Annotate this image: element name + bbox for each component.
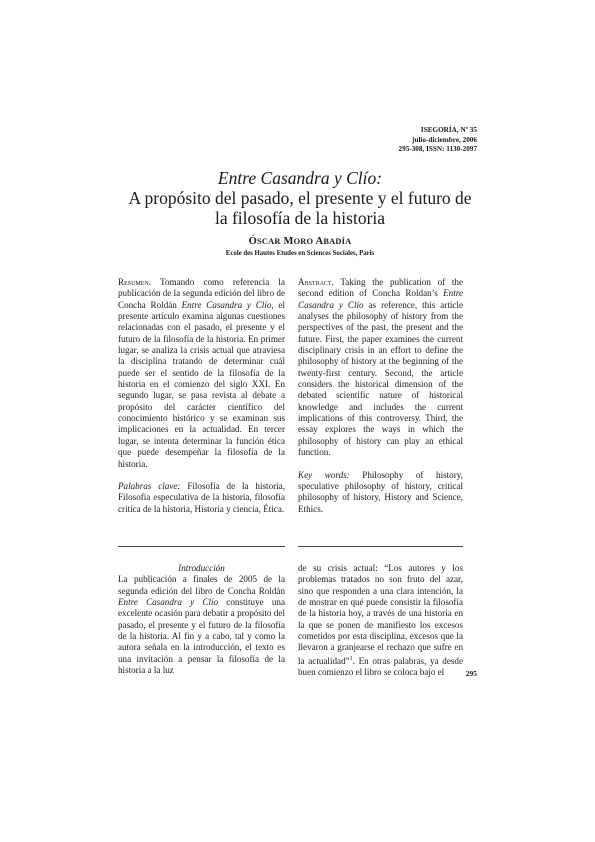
book-title: Entre Casandra y Clío [118, 597, 219, 608]
resumen-text: , el presente artículo examina algunas cuestiones relacionadas con el pasado, el presente y el futuro de la filosofía de la historia. En primer lugar, se analiza la crisis actual que atraviesa la disciplina tratando de determinar cuál puede ser el sentido de la filosofía de la historia en el comienzo del siglo XXI. En segundo lugar, se pasa revista al debate a propósito del carácter científico del conocimiento histórico y se examinan sus implicaciones en la actualidad. En tercer lugar, se intenta determinar la función ética que puede desempeñar la filosofía de la historia. [118, 299, 285, 469]
continuation-paragraph [298, 563, 463, 678]
intro-paragraph [118, 574, 285, 676]
body-column-right [298, 563, 463, 678]
palabras-clave-label: Palabras clave: [118, 480, 181, 491]
page-number: 295 [465, 669, 477, 678]
body-column-left [118, 563, 285, 676]
abstract-text: as reference, this article analyses the philosophy of history from the perspectives of the past, the present and the future. First, the paper examines the current disciplinary crisis in an effort to define the philosophy of history at the beginning of the twenty-first century. Second, the article considers the historical dimension of the debated scientific nature of historical knowledge and includes the current implications of this controversy. Third, the essay explores the ways in which the philosophy of history can play an ethical function. [298, 299, 463, 458]
pages-issn: 295-308, ISSN: 1130-2097 [398, 145, 477, 154]
journal-name: ISEGORÍA, Nº 35 [420, 126, 477, 134]
intro-text: La publicación a finales de 2005 de la segunda edición del libro de Concha Roldán [118, 574, 285, 596]
article-subtitle-line-2: la filosofía de la historia [214, 208, 386, 228]
author-initial: Ó [248, 236, 258, 247]
keywords-paragraph [298, 470, 463, 515]
article-title-main: Entre Casandra y Clío: [217, 168, 383, 188]
abstract-paragraph [298, 277, 463, 459]
section-divider [298, 546, 463, 547]
section-heading: Introducción [178, 563, 225, 573]
keywords-label: Key words: [298, 469, 350, 480]
resumen-text: . Tomando como referencia la publicación de la segunda edición del libro de Concha Roldán [118, 277, 285, 310]
author-name-part: BADÍA [323, 237, 352, 246]
author-name-part: ORO [293, 237, 314, 246]
section-divider [118, 546, 285, 547]
article-subtitle-line-1: A propósito del pasado, el presente y el futuro de [128, 188, 472, 208]
resumen-label: Resumen [118, 277, 149, 287]
author-initial: M [283, 236, 294, 247]
abstract-text: . Taking the publication of the second edition of Concha Roldan’s [298, 277, 463, 299]
author-affiliation: Ecole des Hautes Etudes en Sciences Sociales, Paris [225, 250, 375, 257]
book-title: Entre Casandra y Clío [181, 299, 272, 310]
keywords-text: Philosophy of history, speculative philosophy of history, critical philosophy of history, History and Science, Ethics. [298, 469, 463, 514]
abstract-label: Abstract [298, 277, 332, 287]
english-abstract-column [298, 277, 463, 515]
author-name-part: SCAR [257, 237, 281, 246]
journal-masthead [399, 126, 477, 155]
footnote-marker: 1 [349, 655, 353, 662]
author-initial: A [315, 236, 324, 247]
resumen-paragraph [118, 277, 285, 470]
author-name [100, 236, 500, 247]
palabras-clave-text: Filosofía de la historia, Filosofía especulativa de la historia, filosofía crítica de la historia, Historia y ciencia, Ética. [118, 480, 285, 514]
spanish-abstract-column [118, 277, 285, 515]
continuation-text: de su crisis actual: “Los autores y los problemas tratados no son fruto del azar, sino que responden a una clara intención, la de mostrar en qué puede consistir la filosofía de la historia hoy, a través de una historia en la que se ponen de manifiesto los excesos cometidos por esta disciplina, excesos que la llevaron a granjearse el rechazo que sufre en la actualidad” [298, 563, 463, 666]
intro-text: constituye una excelente ocasión para debatir a propósito del pasado, el presente y el futuro de la filosofía de la historia. Al fin y a cabo, tal y como la autora señala en la introducción, el texto es una invitación a pensar la filosofía de la historia a la luz [118, 597, 286, 676]
issue-dates: julio-diciembre, 2006 [412, 135, 477, 144]
article-header [100, 168, 500, 257]
palabras-clave-paragraph [118, 481, 285, 515]
book-title: Entre Casandra y Clío [298, 288, 463, 310]
continuation-text: . En otras palabras, ya desde buen comienzo el libro se coloca bajo el [298, 655, 463, 678]
